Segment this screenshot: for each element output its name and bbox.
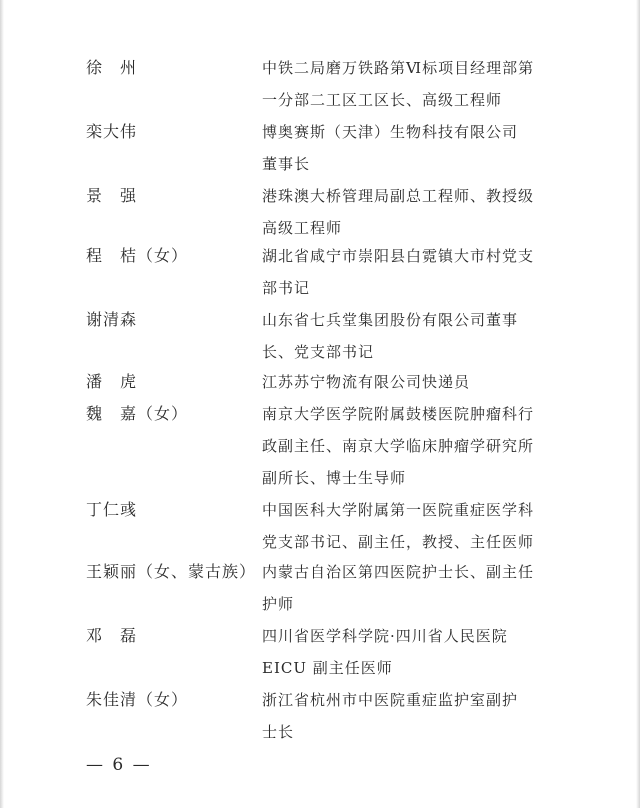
- page-edge-right: [636, 0, 640, 808]
- description-line: 中铁二局磨万铁路第Ⅵ标项目经理部第: [262, 59, 535, 77]
- honoree-name: 谢清森: [86, 310, 138, 329]
- description-line: 湖北省咸宁市崇阳县白霓镇大市村党支: [262, 247, 535, 265]
- honoree-name: 景 强: [86, 186, 138, 205]
- honoree-description: [262, 494, 582, 558]
- honoree-description: [262, 304, 582, 368]
- honoree-name: 邓 磊: [86, 626, 138, 645]
- page-number: — 6 —: [86, 755, 152, 775]
- description-line: 内蒙古自治区第四医院护士长、副主任: [262, 563, 535, 581]
- description-line: EICU 副主任医师: [262, 659, 393, 677]
- honoree-name: 徐 州: [86, 58, 138, 77]
- honoree-name: 潘 虎: [86, 372, 138, 391]
- honoree-description: [262, 684, 582, 748]
- honoree-description: [262, 366, 582, 398]
- description-line: 山东省七兵堂集团股份有限公司董事: [262, 311, 519, 329]
- honoree-name: 栾大伟: [86, 122, 138, 141]
- honoree-name: 朱佳清（女）: [86, 690, 189, 709]
- description-line: 护师: [262, 595, 295, 613]
- description-line: 副所长、博士生导师: [262, 469, 407, 487]
- description-line: 一分部二工区工区长、高级工程师: [262, 91, 503, 109]
- honoree-name: 程 桔（女）: [86, 246, 189, 265]
- honoree-name: 魏 嘉（女）: [86, 404, 189, 423]
- description-line: 浙江省杭州市中医院重症监护室副护: [262, 691, 519, 709]
- description-line: 部书记: [262, 279, 311, 297]
- description-line: 四川省医学科学院·四川省人民医院: [262, 627, 508, 645]
- honoree-description: [262, 556, 582, 620]
- honoree-description: [262, 180, 582, 244]
- description-line: 党支部书记、副主任，教授、主任医师: [262, 533, 535, 551]
- honoree-description: [262, 620, 582, 684]
- description-line: 港珠澳大桥管理局副总工程师、教授级: [262, 187, 535, 205]
- description-line: 南京大学医学院附属鼓楼医院肿瘤科行: [262, 405, 535, 423]
- page-edge-left: [0, 0, 4, 808]
- description-line: 中国医科大学附属第一医院重症医学科: [262, 501, 535, 519]
- description-line: 江苏苏宁物流有限公司快递员: [262, 373, 471, 391]
- honoree-name: 丁仁彧: [86, 500, 138, 519]
- honoree-description: [262, 398, 582, 494]
- description-line: 长、党支部书记: [262, 343, 375, 361]
- honoree-name: 王颖丽（女、蒙古族）: [86, 562, 257, 581]
- honoree-description: [262, 116, 582, 180]
- description-line: 董事长: [262, 155, 311, 173]
- honoree-description: [262, 52, 582, 116]
- honoree-description: [262, 240, 582, 304]
- description-line: 士长: [262, 723, 295, 741]
- description-line: 政副主任、南京大学临床肿瘤学研究所: [262, 437, 535, 455]
- description-line: 高级工程师: [262, 219, 343, 237]
- description-line: 博奥赛斯（天津）生物科技有限公司: [262, 123, 519, 141]
